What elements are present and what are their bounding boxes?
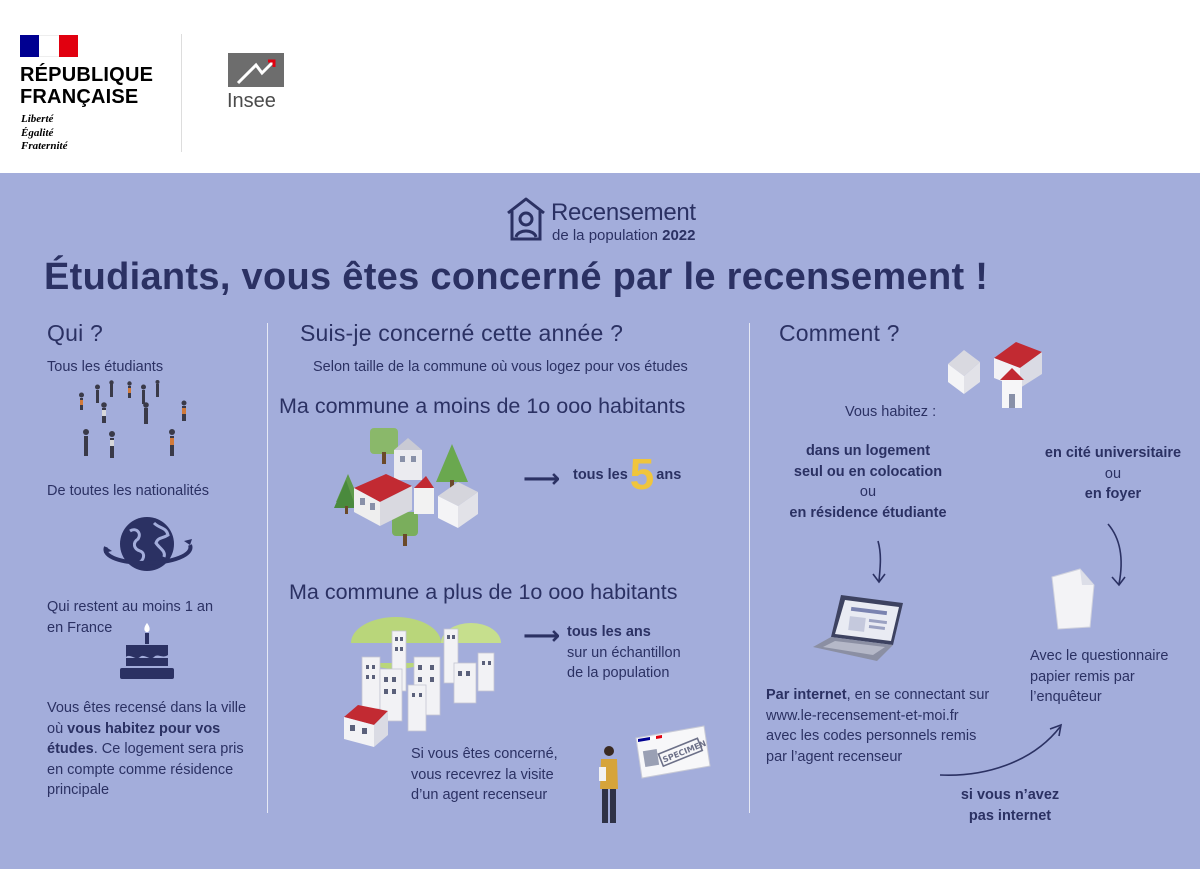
qui-item-one-year: Qui restent au moins 1 an en France: [47, 599, 214, 636]
globe-icon: [102, 511, 194, 577]
republique-francaise-title: RÉPUBLIQUE FRANÇAISE: [20, 64, 154, 108]
internet-option-text: Par internet, en se connectant sur www.le-recensement-et-moi.fr avec les codes personnels remis par l’agent recenseur: [766, 687, 990, 765]
specimen-stamp: SPECIMEN: [661, 738, 708, 765]
census-every-year: tous les ans sur un échantillon de la population: [567, 624, 681, 681]
agent-id-card-icon: [634, 724, 712, 782]
insee-label: Insee: [227, 90, 276, 112]
laptop-icon: [811, 591, 907, 665]
large-town-heading: Ma commune a plus de 1o ooo habitants: [289, 580, 678, 604]
housing-option-cite-universitaire: en cité universitaire ou en foyer: [1044, 445, 1182, 502]
arrow-right-icon-2: ⟶: [523, 621, 561, 651]
census-brand-subtitle: de la population 2022: [552, 227, 696, 244]
french-flag-logo: [20, 35, 78, 57]
small-village-illustration: [330, 426, 482, 556]
column-divider-2: [749, 323, 750, 813]
arrow-right-icon: ⟶: [523, 464, 561, 494]
no-internet-text: si vous n’avez pas internet: [960, 787, 1060, 824]
census-agent-figure: [594, 745, 624, 827]
census-house-icon: [505, 195, 547, 243]
small-town-heading: Ma commune a moins de 1o ooo habitants: [279, 394, 686, 418]
republic-motto: Liberté Égalité Fraternité: [21, 113, 68, 152]
census-year: 2022: [662, 227, 696, 244]
birthday-cake-icon: [118, 619, 176, 681]
houses-illustration: [946, 338, 1044, 410]
arrow-down-icon: [866, 539, 892, 585]
page-header: [0, 0, 1200, 173]
concerne-heading: Suis-je concerné cette année ?: [300, 320, 624, 346]
paper-questionnaire-icon: [1048, 567, 1098, 631]
column-divider-1: [267, 323, 268, 813]
infographic-panel: [0, 173, 1200, 869]
census-brand-title: Recensement: [551, 199, 696, 226]
arrow-down-curved-icon: [1102, 522, 1132, 588]
arrow-curved-up-icon: [936, 721, 1066, 779]
header-divider: [181, 34, 182, 152]
main-title: Étudiants, vous êtes concerné par le recensement !: [44, 256, 989, 298]
qui-item-nationalities: De toutes les nationalités: [47, 483, 210, 499]
qui-item-students: Tous les étudiants: [47, 359, 164, 375]
students-crowd-illustration: [72, 380, 200, 464]
qui-heading: Qui ?: [47, 320, 103, 346]
comment-heading: Comment ?: [779, 320, 900, 346]
paper-option-text: Avec le questionnaire papier remis par l’enquêteur: [1030, 648, 1169, 705]
five-years-number: 5: [629, 450, 655, 499]
census-website-link[interactable]: www.le-recensement-et-moi.fr: [766, 707, 959, 724]
qui-residence-paragraph: Vous êtes recensé dans la ville où vous habitez pour vos études. Ce logement sera pris en compte comme résidence principale: [47, 700, 247, 798]
vous-habitez-label: Vous habitez :: [845, 404, 937, 420]
city-buildings-illustration: [336, 613, 504, 748]
agent-visit-text: Si vous êtes concerné, vous recevrez la visite d’un agent recenseur: [411, 746, 558, 803]
census-every-5-years: tous les5 ans: [573, 450, 682, 499]
concerne-subtitle: Selon taille de la commune où vous logez pour vos études: [313, 359, 688, 375]
housing-option-logement: dans un logement seul ou en colocation ou en résidence étudiante: [789, 443, 947, 521]
